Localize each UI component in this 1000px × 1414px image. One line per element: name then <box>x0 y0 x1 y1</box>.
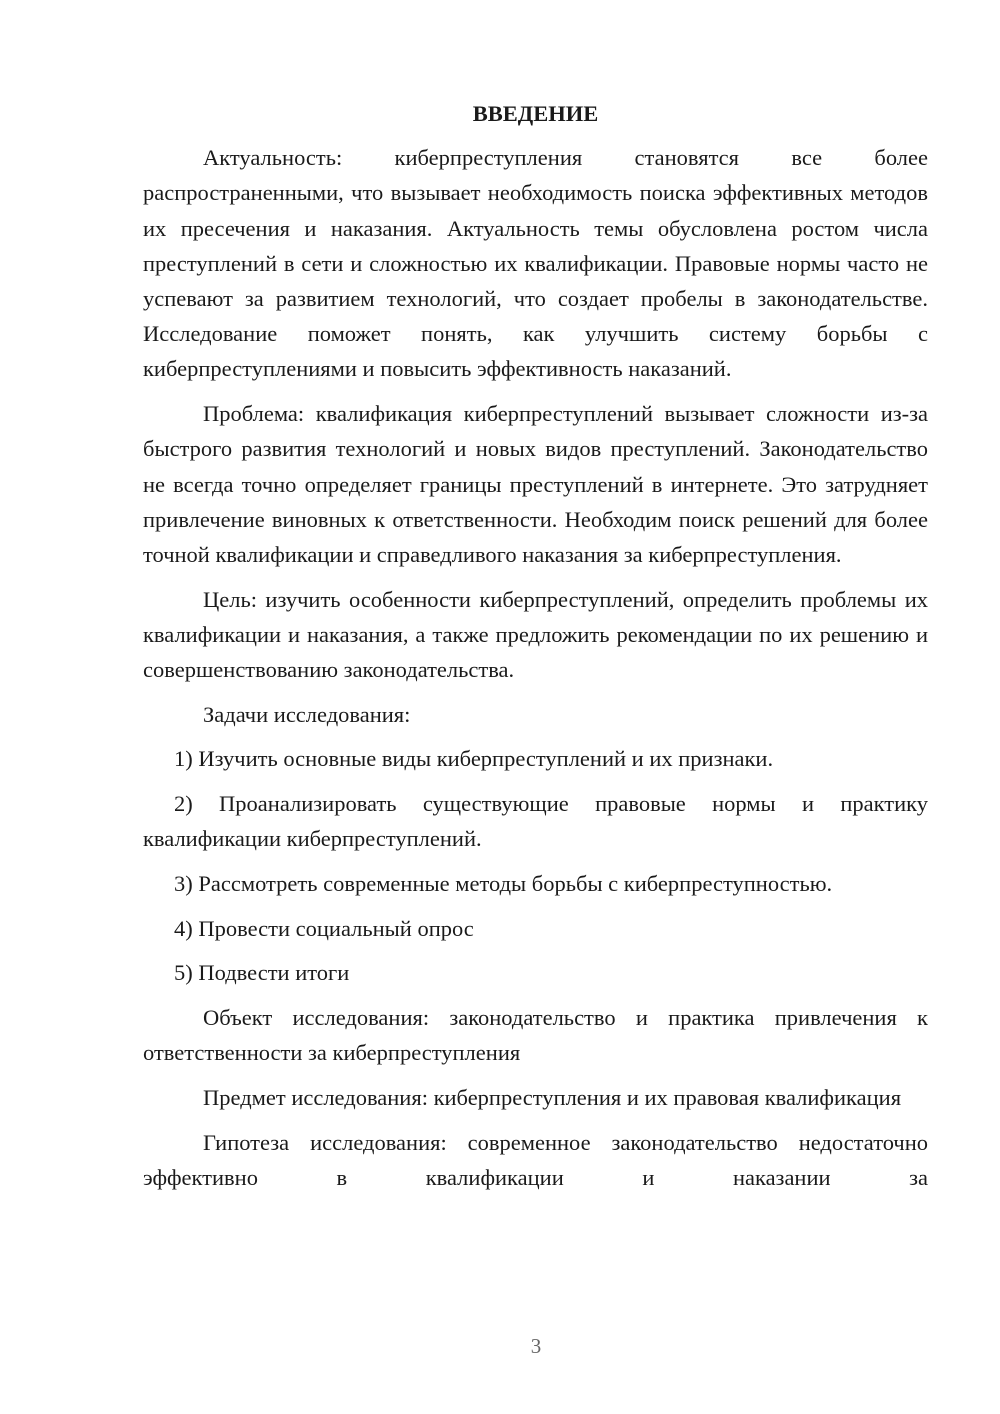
section-title: ВВЕДЕНИЕ <box>472 101 599 126</box>
paragraph-tasks-heading: Задачи исследования: <box>203 701 411 727</box>
list-item-task-3: 3) Рассмотреть современные методы борьбы с киберпреступностью. <box>174 871 833 897</box>
paragraph-relevance: Актуальность: киберпреступления становятся все более распространенными, что вызывает необходимость поиска эффективных методов их пресечения и наказания. Актуальность темы обусловлена ростом числа преступлений в сети и сложностью их квалификации. Правовые нормы часто не успевают за развитием технологий, что создает пробелы в законодательстве. Исследование поможет понять, как улучшить систему борьбы с киберпреступлениями и повысить эффективность наказаний. <box>143 145 928 382</box>
paragraph-subject: Предмет исследования: киберпреступления и их правовая квалификация <box>203 1085 902 1111</box>
page-number: 3 <box>530 1334 542 1358</box>
page-content <box>143 96 928 1195</box>
paragraph-object: Объект исследования: законодательство и практика привлечения к ответственности за киберпреступления <box>143 1005 928 1066</box>
list-item-task-1: 1) Изучить основные виды киберпреступлений и их признаки. <box>174 746 774 772</box>
paragraph-problem: Проблема: квалификация киберпреступлений вызывает сложности из-за быстрого развития технологий и новых видов преступлений. Законодательство не всегда точно определяет границы преступлений в интернете. Это затрудняет привлечение виновных к ответственности. Необходим поиск решений для более точной квалификации и справедливого наказания за киберпреступления. <box>143 401 928 567</box>
list-item-task-2: 2) Проанализировать существующие правовые нормы и практику квалификации киберпреступлений. <box>143 791 928 852</box>
paragraph-goal: Цель: изучить особенности киберпреступлений, определить проблемы их квалификации и наказания, а также предложить рекомендации по их решению и совершенствованию законодательства. <box>143 586 928 683</box>
list-item-task-4: 4) Провести социальный опрос <box>174 915 474 941</box>
list-item-task-5: 5) Подвести итоги <box>174 960 350 986</box>
paragraph-hypothesis: Гипотеза исследования: современное законодательство недостаточно эффективно в квалификации и наказании за <box>143 1129 928 1190</box>
